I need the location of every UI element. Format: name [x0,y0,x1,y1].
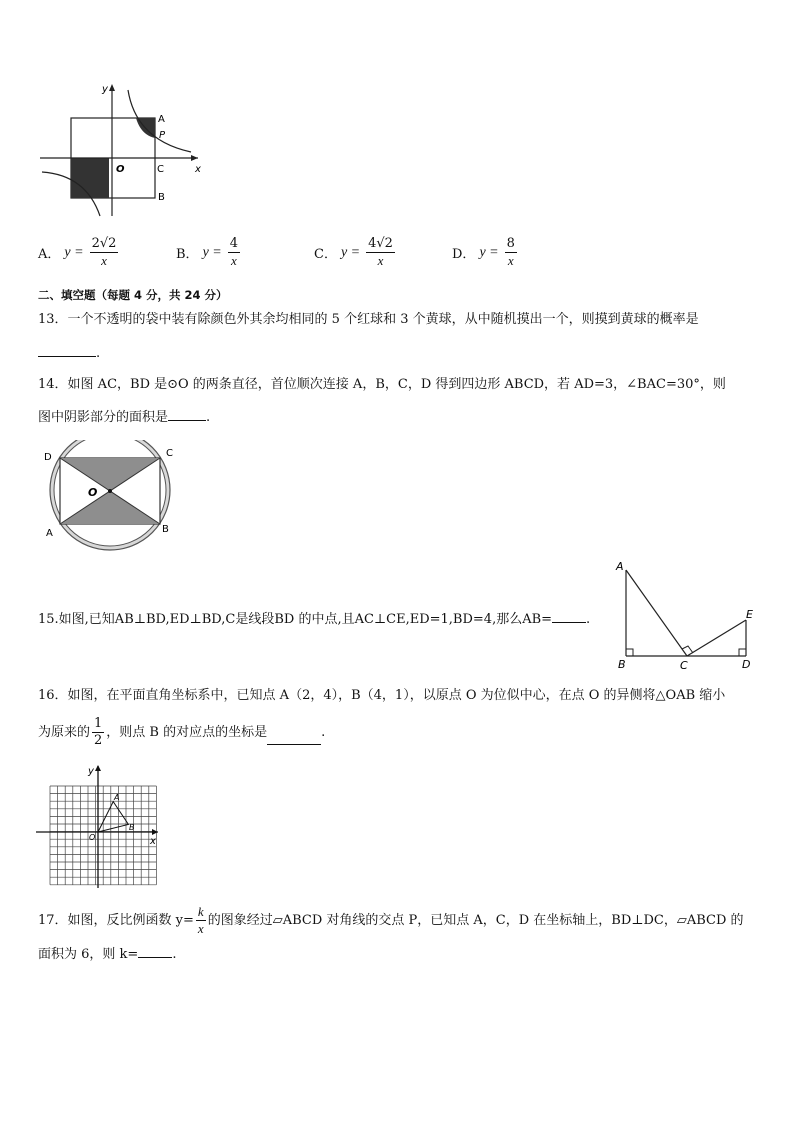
point-e-label: E [746,608,753,621]
point-a-label: A [46,528,53,539]
point-b-label: B [162,524,169,535]
point-c-label: C [157,164,164,175]
point-a-label: A [616,560,624,573]
point-d-label: D [742,658,751,671]
point-c-label: C [680,659,688,672]
answer-blank[interactable] [552,610,586,623]
question-16-line1: 16．如图，在平面直角坐标系中，已知点 A（2，4），B（4，1），以原点 O 为位似中心，在点 O 的异侧将△OAB 缩小 [38,688,726,703]
option-a: A． y = $\frac{2√2}{x}$ [38,236,117,268]
origin-label: O [89,833,96,842]
question-14-line2: 图中阴影部分的面积是 . [38,410,211,425]
figure-q15 [612,560,762,672]
y-axis-label: y [102,84,108,95]
figure-q12 [36,80,206,220]
point-b-label: B [618,658,626,671]
question-14-line1: 14．如图 AC，BD 是⊙O 的两条直径，首位顺次连接 A，B，C，D 得到四边形 ABCD，若 AD=3，∠BAC=30°，则 [38,377,726,392]
x-axis-label: x [195,164,201,175]
point-a-label: A [114,793,120,802]
answer-blank[interactable] [168,408,206,421]
figure-q16 [36,762,166,890]
point-b-label: B [158,192,165,203]
answer-blank[interactable] [138,945,172,958]
option-b: B． y = $\frac{4}{x}$ [176,236,239,268]
question-15-text: 15.如图,已知AB⊥BD,ED⊥BD,C是线段BD 的中点,且AC⊥CE,ED=1,BD=4,那么AB= . [38,612,591,627]
point-b-label: B [129,823,135,832]
question-17-line2: 面积为 6，则 k= . [38,947,177,962]
question-13-text: 13．一个不透明的袋中装有除颜色外其余均相同的 5 个红球和 3 个黄球，从中随机摸出一个，则摸到黄球的概率是 [38,312,699,327]
y-axis-label: y [88,766,94,777]
point-a-label: A [158,114,165,125]
figure-q14 [36,440,186,554]
answer-blank[interactable] [267,732,321,745]
answer-blank[interactable] [38,344,96,357]
option-c: C． y = $\frac{4√2}{x}$ [314,236,393,268]
question-16-line2: 为原来的 $\frac{1}{2}$ ，则点 B 的对应点的坐标是 . [38,716,326,748]
question-13-answer: . [38,344,100,363]
option-d: D． y = $\frac{8}{x}$ [452,236,515,268]
question-17-line1: 17．如图，反比例函数 y= $\frac{k}{x}$ 的图象经过▱ABCD 对角线的交点 P，已知点 A，C，D 在坐标轴上，BD⊥DC，▱ABCD 的 [38,904,744,936]
x-axis-label: x [150,836,156,847]
point-p-label: P [159,130,166,141]
section-heading: 二、填空题（每题 4 分，共 24 分） [38,288,228,302]
center-o-label: O [88,486,98,499]
point-d-label: D [44,452,52,463]
origin-label: O [116,164,125,175]
point-c-label: C [166,448,173,459]
